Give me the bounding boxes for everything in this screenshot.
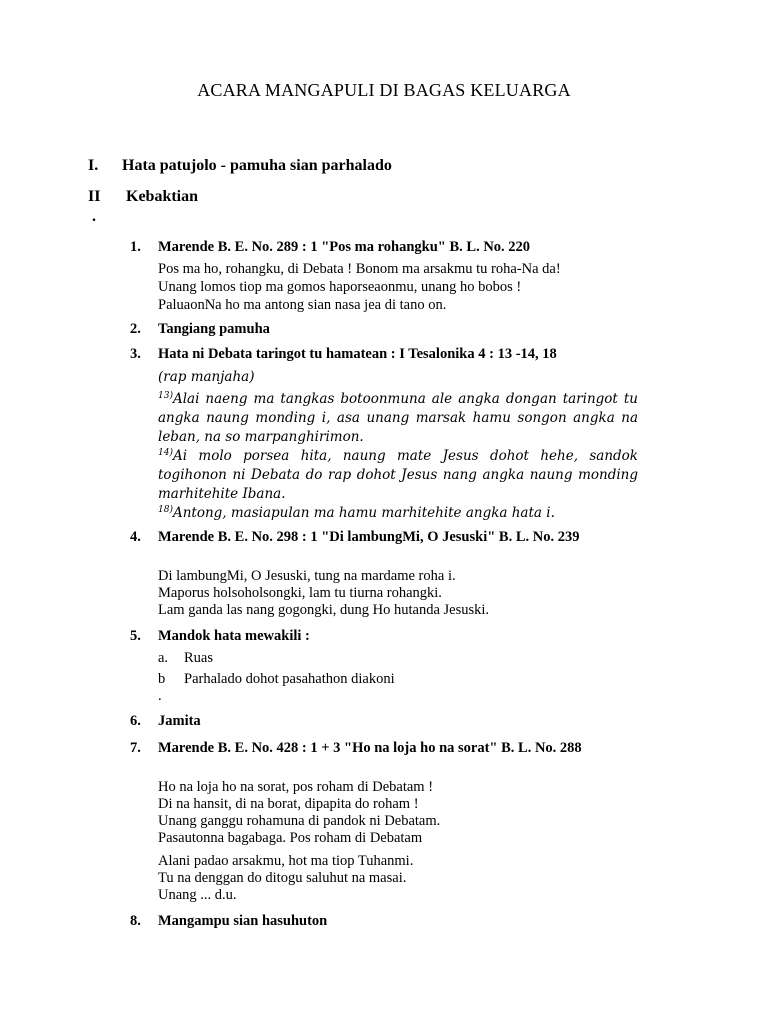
item-5-sub-b-text: Parhalado dohot pasahathon diakoni bbox=[184, 671, 395, 687]
section-2-dot: . bbox=[92, 208, 96, 225]
item-7-number: 7. bbox=[130, 740, 141, 756]
item-6-title: Jamita bbox=[158, 713, 201, 729]
item-7-title: Marende B. E. No. 428 : 1 + 3 "Ho na loja ho na sorat" B. L. No. 288 bbox=[158, 740, 582, 756]
item-5-sub-a-text: Ruas bbox=[184, 650, 213, 666]
verse-13-text: Alai naeng ma tangkas botoonmuna ale angka dongan taringot tu angka naung monding i, asa unang marsak hamu songon angka na leban, na so marpanghirimon. bbox=[158, 391, 638, 445]
item-5-sub-a bbox=[158, 650, 213, 667]
verse-14-number: 14) bbox=[158, 448, 173, 458]
item-4-line-1: Di lambungMi, O Jesuski, tung na mardame roha i. bbox=[158, 568, 456, 584]
item-4-line-3: Lam ganda las nang gogongki, dung Ho hutanda Jesuski. bbox=[158, 602, 490, 618]
item-5-sub-a-letter: a. bbox=[158, 650, 169, 666]
document-title: ACARA MANGAPULI DI BAGAS KELUARGA bbox=[197, 80, 571, 100]
item-5-sub-b-letter: b bbox=[158, 671, 166, 687]
item-6 bbox=[130, 713, 640, 730]
item-4-line-2: Maporus holsoholsongki, lam tu tiurna rohangki. bbox=[158, 585, 442, 601]
item-7-verse3-line-3: Unang ... d.u. bbox=[158, 887, 237, 903]
item-7-line-2: Di na hansit, di na borat, dipapita do roham ! bbox=[158, 796, 419, 812]
verse-14 bbox=[158, 444, 638, 504]
item-5-sub-b bbox=[158, 671, 395, 688]
verse-18-text: Antong, masiapulan ma hamu marhitehite angka hata i. bbox=[172, 505, 555, 521]
item-1 bbox=[130, 239, 640, 256]
item-8-title: Mangampu sian hasuhuton bbox=[158, 913, 328, 929]
item-6-number: 6. bbox=[130, 713, 141, 729]
section-1 bbox=[88, 157, 392, 175]
item-4 bbox=[130, 528, 630, 546]
item-3 bbox=[130, 346, 690, 363]
item-8-number: 8. bbox=[130, 913, 141, 929]
item-2 bbox=[130, 321, 640, 338]
item-2-title: Tangiang pamuha bbox=[158, 321, 270, 337]
item-4-number: 4. bbox=[130, 529, 141, 545]
item-1-title: Marende B. E. No. 289 : 1 "Pos ma rohangku" B. L. No. 220 bbox=[158, 239, 531, 255]
verse-18 bbox=[158, 501, 638, 523]
item-3-number: 3. bbox=[130, 346, 141, 362]
verse-13 bbox=[158, 387, 638, 447]
item-1-line-2: Unang lomos tiop ma gomos haporseaonmu, unang ho bobos ! bbox=[158, 279, 522, 295]
item-5-title: Mandok hata mewakili : bbox=[158, 628, 310, 644]
section-2 bbox=[88, 188, 198, 206]
item-3-title: Hata ni Debata taringot tu hamatean : I Tesalonika 4 : 13 -14, 18 bbox=[158, 346, 557, 362]
section-2-number: II bbox=[88, 188, 101, 205]
item-7-verse3-line-1: Alani padao arsakmu, hot ma tiop Tuhanmi. bbox=[158, 853, 414, 869]
item-4-title: Marende B. E. No. 298 : 1 "Di lambungMi, O Jesuski" B. L. No. 239 bbox=[158, 529, 580, 545]
item-2-number: 2. bbox=[130, 321, 141, 337]
item-1-line-3: PaluaonNa ho ma antong sian nasa jea di tano on. bbox=[158, 297, 447, 313]
item-5-number: 5. bbox=[130, 628, 141, 644]
item-1-line-1: Pos ma ho, rohangku, di Debata ! Bonom ma arsakmu tu roha-Na da! bbox=[158, 261, 561, 277]
item-7-line-3: Unang ganggu rohamuna di pandok ni Debatam. bbox=[158, 813, 441, 829]
verse-13-number: 13) bbox=[158, 391, 173, 401]
item-3-note: (rap manjaha) bbox=[158, 369, 255, 385]
item-1-number: 1. bbox=[130, 239, 141, 255]
item-5 bbox=[130, 628, 640, 645]
verse-18-number: 18) bbox=[158, 505, 173, 515]
verse-14-text: Ai molo porsea hita, naung mate Jesus dohot hehe, sandok togihonon ni Debata do rap dohot Jesus nang angka naung monding marhitehite Ibana. bbox=[158, 448, 638, 502]
section-1-number: I. bbox=[88, 157, 99, 174]
item-5-dot: . bbox=[158, 688, 162, 704]
section-2-label: Kebaktian bbox=[126, 188, 199, 205]
item-7-line-1: Ho na loja ho na sorat, pos roham di Debatam ! bbox=[158, 779, 434, 795]
item-7-line-4: Pasautonna bagabaga. Pos roham di Debatam bbox=[158, 830, 423, 846]
item-7 bbox=[130, 739, 630, 757]
section-1-label: Hata patujolo - pamuha sian parhalado bbox=[122, 157, 392, 174]
item-8 bbox=[130, 913, 640, 930]
item-7-verse3-line-2: Tu na denggan do ditogu saluhut na masai. bbox=[158, 870, 407, 886]
